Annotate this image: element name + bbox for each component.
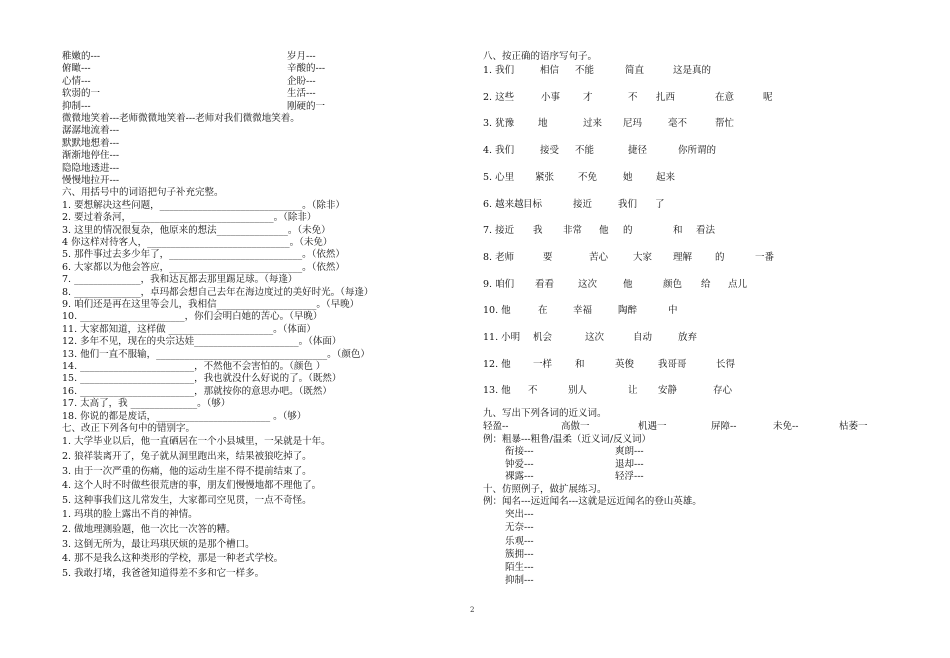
- word-token: 的: [715, 251, 725, 263]
- word-token: 他: [623, 278, 633, 290]
- word-token: 幸福: [573, 305, 593, 317]
- expand-item: 抑制---: [505, 575, 534, 587]
- page-number: 2: [470, 606, 475, 614]
- word-token: 10. 他: [483, 305, 511, 317]
- vocab-left-4: 抑制---: [62, 100, 91, 112]
- word-token: 5. 心里: [483, 171, 515, 183]
- word-token: 7. 接近: [483, 225, 515, 237]
- word-token: 长得: [716, 358, 736, 370]
- word-token: 1. 我们: [483, 65, 515, 76]
- word-token: 地: [538, 118, 548, 130]
- expand-item: 陌生---: [505, 561, 534, 573]
- word-token: 看法: [696, 225, 716, 237]
- word-token: 点儿: [728, 278, 748, 290]
- synonym-word: 未免--: [773, 421, 799, 433]
- word-token: 接受: [540, 145, 560, 157]
- fill-item: 4 你这样对待客人，______________________________。（未免）: [62, 237, 333, 248]
- word-token: 的: [623, 225, 633, 237]
- correction-item: 4. 那不是我么这种类形的学校，那是一种老式学校。: [62, 553, 284, 565]
- word-token: 看看: [535, 278, 555, 290]
- fill-item: 16. ________________________，那就按你的意思办吧。（既然）: [62, 385, 332, 397]
- vocab-left-1: 俯瞰---: [62, 63, 91, 75]
- word-token: 陶醉: [618, 305, 638, 317]
- word-token: 你所谓的: [678, 145, 717, 157]
- word-token: 3. 犹豫: [483, 118, 515, 130]
- word-token: 这次: [578, 278, 598, 290]
- word-token: 我哥哥: [658, 358, 687, 370]
- correction-item: 5. 我敢打堵，我爸爸知道得差不多和它一样多。: [62, 567, 265, 579]
- fill-item: 5. 那件事过去多少年了，____________________________。（依然）: [62, 249, 345, 261]
- word-token: 2. 这些: [483, 91, 515, 103]
- word-token: 了: [655, 198, 665, 210]
- vocab-right-0: 岁月---: [287, 51, 316, 62]
- adverb-line: 潺潺地流着---: [62, 125, 120, 137]
- expand-item: 无奈---: [505, 522, 534, 534]
- word-token: 他: [599, 225, 609, 237]
- section-9-example: 例：粗暴---粗鲁/温柔（近义词/反义词）: [483, 433, 652, 445]
- synonym-word: 轻浮---: [615, 471, 644, 483]
- word-token: 存心: [713, 385, 733, 397]
- adverb-line: 渐渐地停住---: [62, 150, 120, 162]
- section-10-example: 例：闻名---远近闻名---这就是远近闻名的登山英雄。: [483, 496, 702, 508]
- synonym-word: 高傲一: [561, 421, 590, 433]
- vocab-left-0: 稚嫩的---: [62, 51, 101, 62]
- correction-item: 3. 由于一次严重的伤痛，他的运动生崖不得不提前结束了。: [62, 465, 312, 477]
- word-token: 在: [538, 305, 548, 317]
- fill-item: 10. ______________________，你们会明白她的苦心。（早晚）: [62, 311, 323, 323]
- word-token: 我们: [618, 198, 638, 210]
- vocab-right-1: 辛酸的---: [287, 63, 326, 75]
- fill-item: 7. ______________，我和达瓦都去那里踢足球。（每逢）: [62, 274, 298, 286]
- word-token: 这次: [585, 332, 605, 343]
- word-token: 4. 我们: [483, 145, 515, 157]
- word-token: 大家: [633, 251, 653, 263]
- word-token: 捷径: [628, 145, 648, 157]
- word-token: 相信: [540, 65, 560, 76]
- word-token: 放弃: [678, 332, 698, 343]
- word-token: 6. 越来越: [483, 198, 524, 210]
- word-token: 13. 他: [483, 385, 511, 397]
- vocab-right-3: 生活---: [287, 88, 316, 100]
- word-token: 12. 他: [483, 358, 511, 370]
- correction-item: 2. 做地理测验题，他一次比一次答的糟。: [62, 524, 236, 535]
- word-token: 让: [628, 385, 638, 397]
- section-6-title: 六、用括号中的词语把句子补充完整。: [62, 187, 224, 199]
- synonym-word: 轻盈--: [483, 421, 509, 433]
- synonym-word: 裸露---: [505, 471, 534, 483]
- fill-item: 12. 多年不见，现在的央宗达娃______________________。（体面）: [62, 336, 342, 348]
- synonym-word: 屏障--: [711, 421, 737, 433]
- word-token: 颜色: [663, 278, 683, 290]
- word-token: 起来: [656, 171, 676, 183]
- word-token: 不: [628, 91, 638, 103]
- section-8-title: 八、按正确的语序写句子。: [483, 51, 598, 62]
- synonym-word: 钟爱---: [505, 458, 534, 470]
- correction-item: 1. 大学毕业以后，他一直硒居在一个小县城里，一呆就是十年。: [62, 436, 331, 448]
- word-token: 尼玛: [623, 118, 643, 130]
- correction-item: 1. 玛琪的脸上露出不肖的神情。: [62, 509, 198, 521]
- correction-item: 3. 这倒无所为，最让玛琪厌烦的是那个槽口。: [62, 538, 255, 550]
- section-7-title: 七、改正下列各句中的错别字。: [62, 423, 196, 434]
- word-token: 帮忙: [715, 118, 735, 130]
- fill-item: 1. 要想解决这些问题，______________________________。（除非）: [62, 199, 345, 211]
- synonym-word: 枯萎一: [839, 421, 868, 433]
- word-token: 和: [673, 225, 683, 237]
- vocab-right-4: 刚硬的一: [287, 100, 326, 112]
- vocab-right-2: 企盼---: [287, 75, 316, 87]
- word-token: 才: [583, 91, 593, 103]
- fill-item: 15. ________________________，我也就没什么好说的了。（既然）: [62, 373, 342, 385]
- example-line: 微微地笑着---老师微微地笑着---老师对我们微微地笑着。: [62, 113, 300, 124]
- word-token: 别人: [568, 385, 588, 397]
- word-token: 接近: [573, 198, 593, 210]
- word-token: 目标: [523, 198, 543, 210]
- word-token: 理解: [673, 251, 693, 263]
- fill-item: 3. 这里的情况很复杂，他原来的想法_______________。（未免）: [62, 224, 331, 236]
- word-token: 在意: [715, 91, 735, 103]
- vocab-left-2: 心情---: [62, 75, 91, 87]
- word-token: 非常: [563, 225, 583, 237]
- fill-item: 8. ______________，卓玛都会想自己去年在海边度过的美好时光。（每逢）: [62, 286, 374, 298]
- word-token: 不能: [575, 65, 595, 76]
- word-token: 11. 小明: [483, 332, 521, 343]
- word-token: 苦心: [589, 251, 609, 263]
- correction-item: 2. 狼祥装离开了，兔子就从洞里跑出来，结果被狼吃掉了。: [62, 451, 312, 462]
- adverb-line: 慢慢地拉开---: [62, 175, 120, 186]
- correction-item: 5. 这种事我们这儿常发生，大家都司空见贯，一点不奇怪。: [62, 494, 312, 506]
- word-token: 她: [623, 171, 633, 183]
- expand-item: 突出---: [505, 509, 534, 521]
- word-token: 不免: [578, 171, 598, 183]
- fill-item: 9. 咱们还是再在这里等会儿，我相信_____________________。（早晚）: [62, 299, 360, 310]
- fill-item: 18. 你说的都是废话，________________________ 。（够）: [62, 410, 307, 422]
- fill-item: 17. 太高了，我 ______________。（够）: [62, 398, 231, 410]
- fill-item: 14. ________________________，不然他不会害怕的。（颜色 ）: [62, 361, 326, 372]
- synonym-word: 机遇一: [638, 421, 667, 433]
- word-token: 8. 老师: [483, 251, 515, 263]
- adverb-line: 默默地想着---: [62, 137, 120, 149]
- word-token: 小事: [541, 91, 561, 103]
- word-token: 安静: [658, 385, 678, 397]
- word-token: 不: [528, 385, 538, 397]
- word-token: 过来: [583, 118, 603, 130]
- word-token: 简直: [625, 65, 645, 76]
- expand-item: 簇拥---: [505, 548, 534, 560]
- section-9-title: 九、写出下列各词的近义词。: [483, 408, 607, 420]
- word-token: 呢: [763, 91, 773, 103]
- word-token: 毫不: [668, 118, 688, 130]
- word-token: 不能: [575, 145, 595, 157]
- word-token: 要: [543, 251, 553, 263]
- fill-item: 13. 他们一直不服输，____________________________________。（颜色）: [62, 348, 370, 360]
- vocab-left-3: 软弱的一: [62, 88, 101, 100]
- fill-item: 6. 大家都以为他会答应，____________________________。（依然）: [62, 261, 345, 273]
- word-token: 给: [701, 278, 711, 290]
- word-token: 和: [575, 358, 585, 370]
- expand-item: 乐观---: [505, 535, 534, 547]
- word-token: 机会: [533, 332, 553, 343]
- word-token: 一番: [755, 251, 775, 263]
- word-token: 一样: [533, 358, 553, 370]
- word-token: 英俊: [615, 358, 635, 370]
- correction-item: 4. 这个人时不时做些很荒唐的事，朋友们慢慢地都不理他了。: [62, 480, 322, 492]
- word-token: 中: [668, 305, 678, 317]
- word-token: 9. 咱们: [483, 278, 515, 290]
- synonym-word: 衔接---: [505, 446, 534, 458]
- synonym-word: 爽朗---: [615, 446, 644, 458]
- section-10-title: 十、仿照例子，做扩展练习。: [483, 483, 607, 495]
- adverb-line: 隐隐地透进---: [62, 162, 120, 174]
- fill-item: 2. 要过着条河，______________________________。（除非）: [62, 212, 317, 224]
- synonym-word: 退却---: [615, 458, 644, 470]
- fill-item: 11. 大家都知道，这样做 ______________________。（体面）: [62, 323, 316, 335]
- word-token: 这是真的: [673, 65, 712, 76]
- word-token: 自动: [633, 332, 653, 343]
- word-token: 扎西: [656, 91, 676, 103]
- word-token: 我: [533, 225, 543, 237]
- word-token: 紧张: [535, 171, 555, 183]
